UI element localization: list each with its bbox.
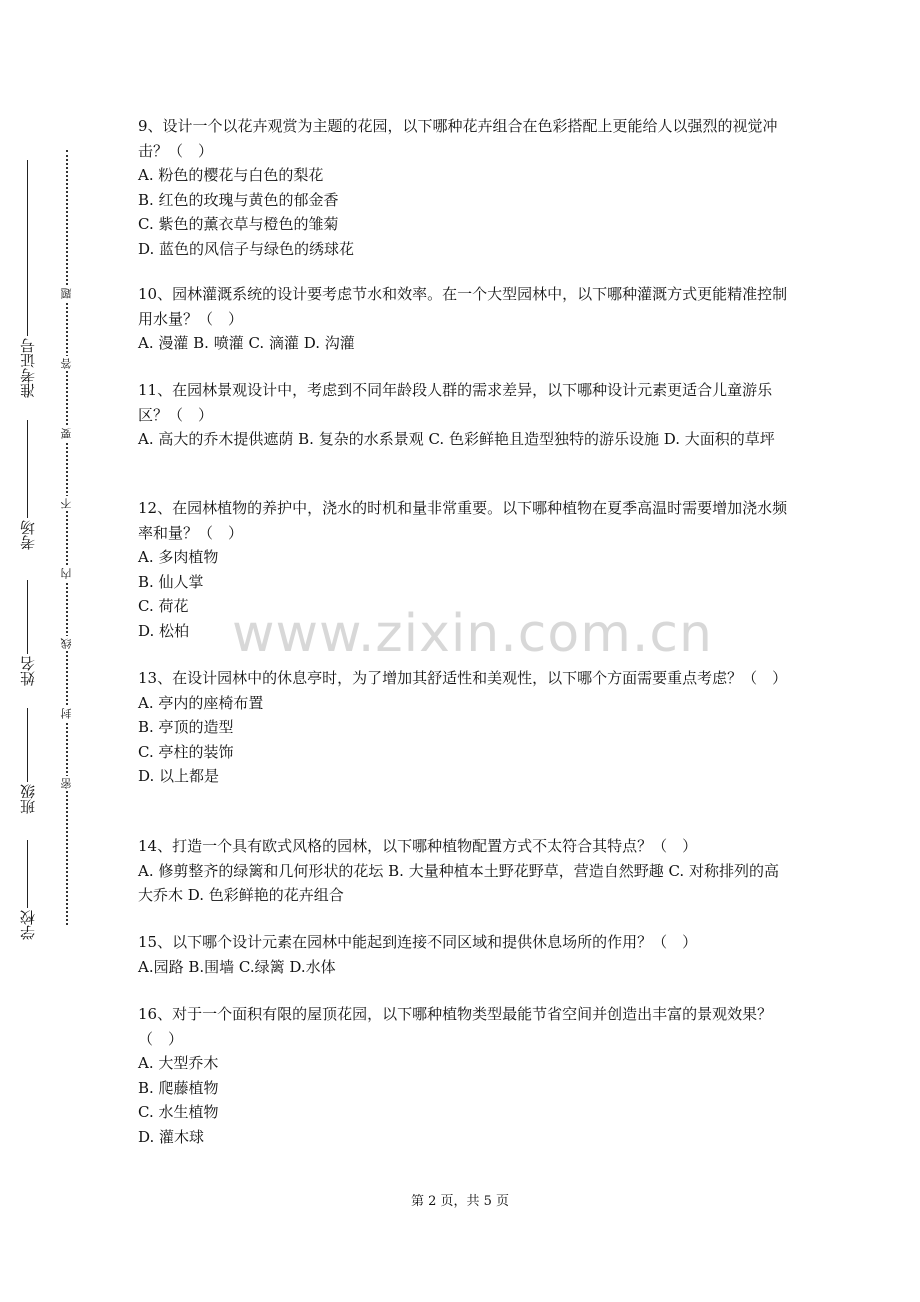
question-stem: 10、园林灌溉系统的设计要考虑节水和效率。在一个大型园林中，以下哪种灌溉方式更能精准控制用水量？（ ） [138, 285, 788, 328]
question-16 [138, 1002, 788, 1149]
option-d: D. 以上都是 [138, 767, 220, 785]
field-exam-room-label: 考场 [19, 520, 37, 550]
option-a: A. 大型乔木 [138, 1054, 219, 1072]
seal-char-3: 线 [60, 638, 73, 649]
seal-char-2: 封 [60, 708, 73, 719]
question-stem: 16、对于一个面积有限的屋顶花园，以下哪种植物类型最能节省空间并创造出丰富的景观效果？（ ） [138, 1005, 773, 1048]
option-d: D. 松柏 [138, 621, 190, 640]
field-class-line [28, 708, 29, 782]
seal-char-5: 不 [60, 498, 73, 509]
field-ticket-number-label: 准考证号 [19, 338, 37, 398]
page-number: 第 2 页，共 5 页 [410, 1194, 510, 1209]
question-13 [138, 666, 788, 789]
question-10 [138, 282, 788, 356]
option-d: D. 蓝色的风信子与绿色的绣球花 [138, 239, 355, 258]
question-stem: 15、以下哪个设计元素在园林中能起到连接不同区域和提供休息场所的作用？（ ） [138, 933, 698, 951]
seal-char-1: 密 [60, 778, 73, 789]
option-a: A. 粉色的樱花与白色的梨花 [138, 166, 324, 184]
options-inline: A. 漫灌 B. 喷灌 C. 滴灌 D. 沟灌 [138, 334, 355, 352]
question-stem: 14、打造一个具有欧式风格的园林，以下哪种植物配置方式不太符合其特点？（ ） [138, 837, 698, 855]
field-class [20, 708, 36, 814]
seal-char-4: 内 [60, 568, 73, 579]
option-c: C. 水生植物 [138, 1103, 219, 1121]
option-c: C. 荷花 [138, 597, 189, 615]
field-school [20, 840, 36, 940]
seal-line [66, 150, 68, 925]
seal-char-6: 要 [60, 428, 73, 439]
field-class-label: 班级 [19, 784, 37, 814]
question-stem: 9、设计一个以花卉观赏为主题的花园，以下哪种花卉组合在色彩搭配上更能给人以强烈的视觉冲击？（ ） [138, 117, 778, 160]
option-c: C. 亭柱的装饰 [138, 742, 234, 761]
field-exam-room [20, 420, 36, 550]
field-ticket-number-line [28, 160, 29, 336]
watermark: www.zixin.com.cn [232, 604, 713, 664]
field-school-line [28, 840, 29, 908]
field-name-label: 姓名 [19, 656, 37, 686]
field-exam-room-line [28, 420, 29, 518]
question-stem: 13、在设计园林中的休息亭时，为了增加其舒适性和美观性，以下哪个方面需要重点考虑？（ ） [138, 669, 788, 687]
question-stem: 11、在园林景观设计中，考虑到不同年龄段人群的需求差异，以下哪种设计元素更适合儿童游乐区？（ ） [138, 381, 773, 424]
option-a: A. 多肉植物 [138, 548, 219, 566]
seal-char-7: 答 [60, 358, 73, 369]
options-inline: A. 修剪整齐的绿篱和几何形状的花坛 B. 大量种植本土野花野草，营造自然野趣 C. 对称排列的高大乔木 D. 色彩鲜艳的花卉组合 [138, 861, 779, 904]
field-name-line [28, 580, 29, 654]
option-b: B. 仙人掌 [138, 572, 204, 591]
question-14 [138, 834, 788, 908]
option-b: B. 爬藤植物 [138, 1078, 219, 1097]
field-ticket-number [20, 158, 36, 398]
option-a: A. 亭内的座椅布置 [138, 693, 264, 712]
option-d: D. 灌木球 [138, 1127, 205, 1146]
options-inline: A.园路 B.围墙 C.绿篱 D.水体 [138, 957, 336, 976]
question-9 [138, 114, 788, 261]
field-school-label: 学校 [19, 910, 37, 940]
option-b: B. 红色的玫瑰与黄色的郁金香 [138, 190, 339, 209]
question-12 [138, 496, 788, 643]
options-inline: A. 高大的乔木提供遮荫 B. 复杂的水系景观 C. 色彩鲜艳且造型独特的游乐设施 D. 大面积的草坪 [138, 430, 775, 448]
question-15 [138, 930, 788, 979]
option-b: B. 亭顶的造型 [138, 718, 234, 736]
question-stem: 12、在园林植物的养护中，浇水的时机和量非常重要。以下哪种植物在夏季高温时需要增加浇水频率和量？（ ） [138, 499, 788, 542]
field-name [20, 580, 36, 686]
option-c: C. 紫色的薰衣草与橙色的雏菊 [138, 215, 339, 233]
seal-char-8: 题 [60, 288, 73, 299]
question-11 [138, 378, 788, 452]
